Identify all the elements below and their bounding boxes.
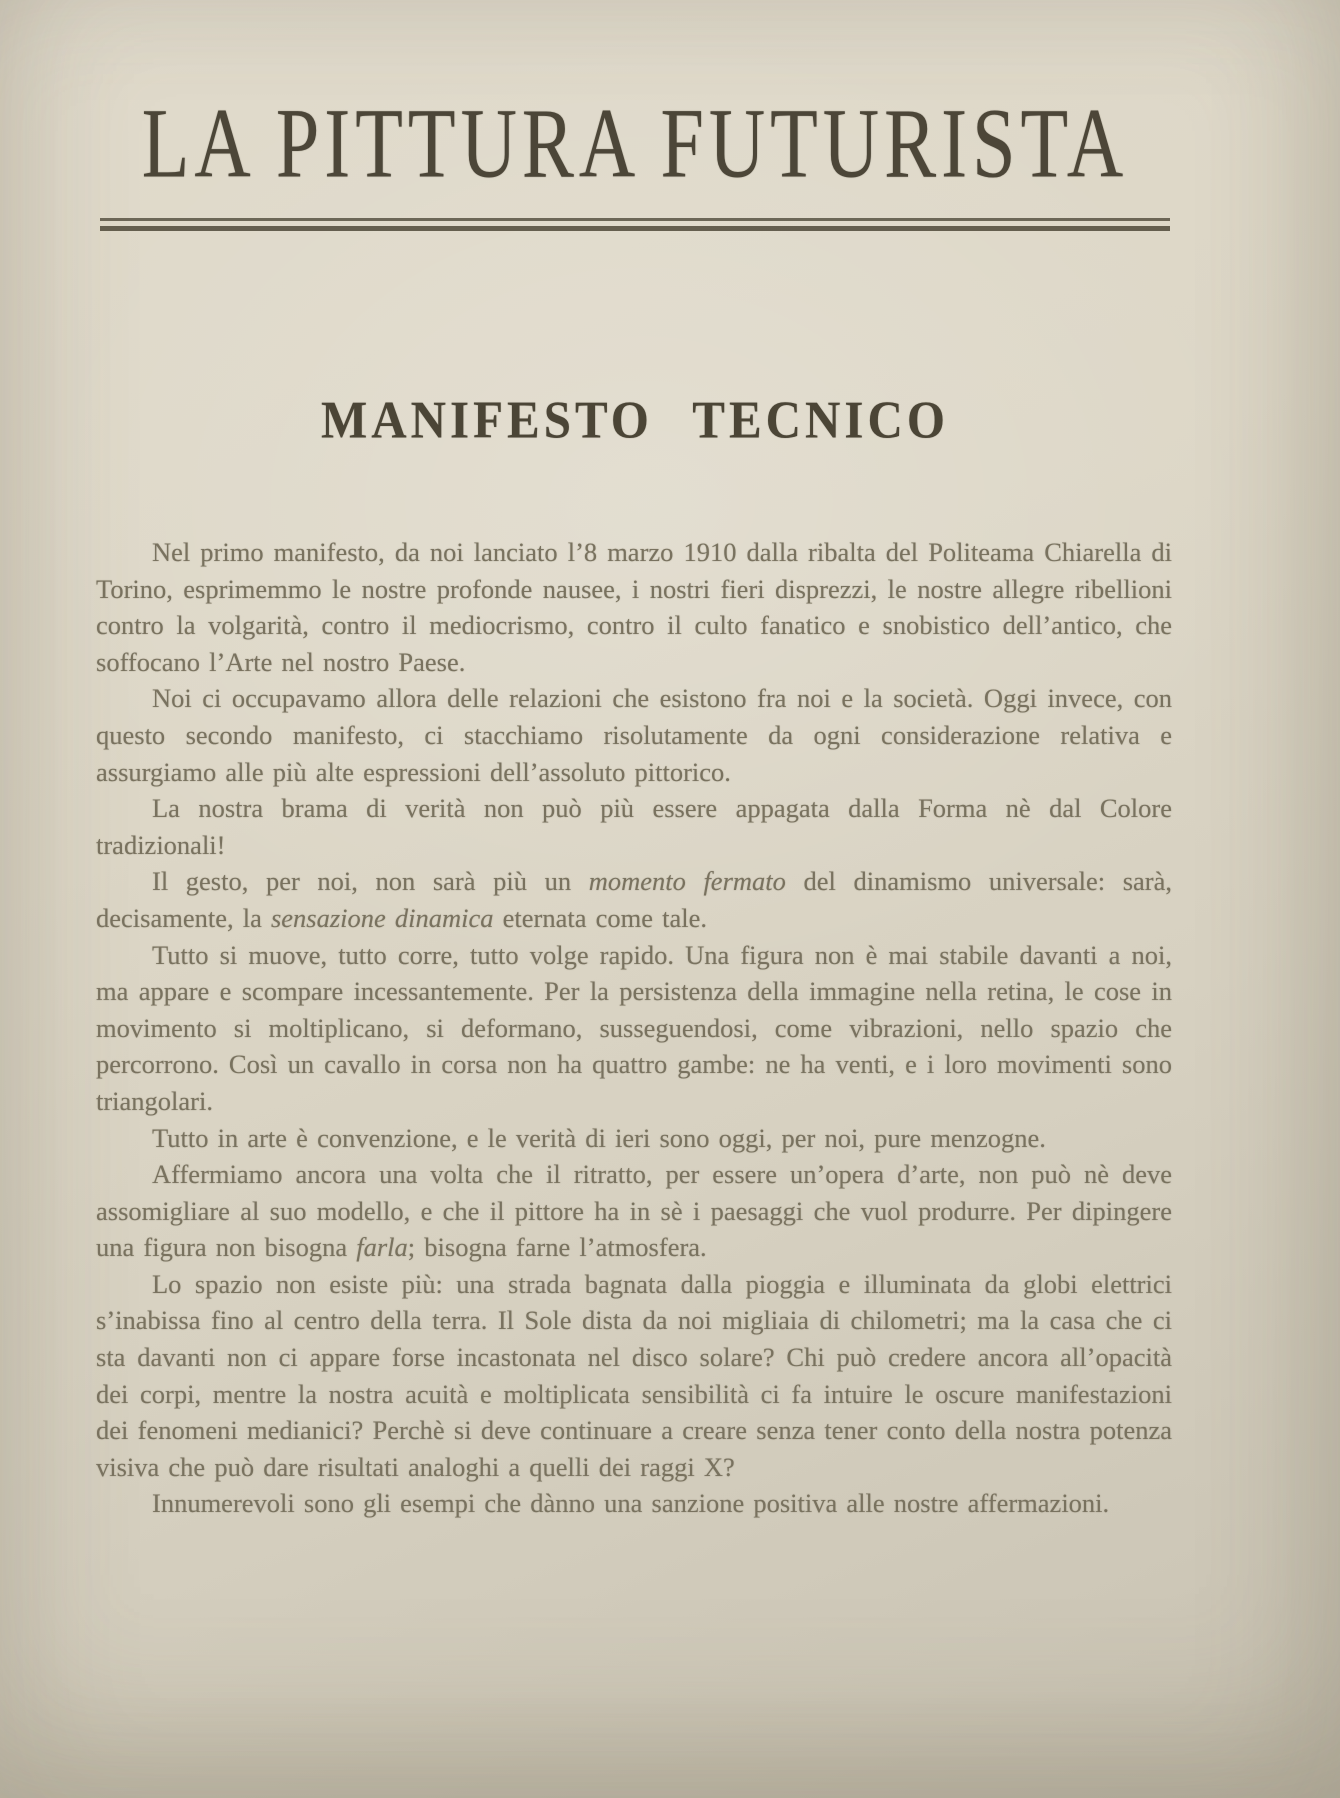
page-title: LA PITTURA FUTURISTA: [141, 86, 1129, 199]
text-segment: Lo spazio non esiste più: una strada bagnata dalla pioggia e illuminata da globi elettrici s’inabissa fino al centro della terra. Il Sole dista da noi migliaia di chilometri; ma la casa che ci sta davanti non ci appare forse incastonata nel disco solare? Chi può credere ancora all’opacità dei corpi, mentre la nostra acuità e moltiplicata sensibilità ci fa intuire le oscure manifestazioni dei fenomeni medianici? Perchè si deve continuare a creare senza tener conto della nostra potenza visiva che può dare risultati analoghi a quelli dei raggi X?: [96, 1268, 1172, 1482]
text-segment: ; bisogna farne l’atmosfera.: [407, 1232, 707, 1263]
title-double-rule: [100, 218, 1170, 231]
text-segment: Innumerevoli sono gli esempi che dànno una sanzione positiva alle nostre affermazioni.: [152, 1488, 1110, 1519]
paragraph: [96, 1266, 1172, 1486]
text-segment: Il gesto, per noi, non sarà più un: [152, 866, 589, 897]
body-text: [96, 534, 1172, 1522]
paragraph: [96, 534, 1172, 680]
text-segment: eternata come tale.: [493, 902, 708, 933]
text-segment: Noi ci occupavamo allora delle relazioni che esistono fra noi e la società. Oggi invece, con questo secondo manifesto, ci stacchiamo risolutamente da ogni considerazione relativa e assurgiamo alle più alte espressioni dell’assoluto pittorico.: [96, 683, 1172, 787]
text-segment: del dinamismo universale: sarà, decisamente, la: [96, 866, 1173, 933]
masthead: [100, 86, 1170, 231]
emphasis: momento fermato: [588, 866, 786, 897]
paragraph: [96, 680, 1172, 790]
paragraph: [96, 937, 1172, 1120]
text-segment: La nostra brama di verità non può più essere appagata dalla Forma nè dal Colore tradizionali!: [96, 793, 1172, 860]
page-subtitle: MANIFESTO TECNICO: [321, 389, 949, 450]
emphasis: farla: [356, 1232, 408, 1263]
text-segment: Tutto in arte è convenzione, e le verità di ieri sono oggi, per noi, pure menzogne.: [152, 1122, 1046, 1153]
text-segment: Tutto si muove, tutto corre, tutto volge rapido. Una figura non è mai stabile davanti a noi, ma appare e scompare incessantemente. Per la persistenza della immagine nella retina, le cose in movimento si moltiplicano, si deformano, susseguendosi, come vibrazioni, nello spazio che percorrono. Così un cavallo in corsa non ha quattro gambe: ne ha venti, e i loro movimenti sono triangolari.: [96, 939, 1172, 1116]
paragraph: [96, 790, 1172, 863]
emphasis: sensazione dinamica: [270, 902, 494, 933]
text-segment: Nel primo manifesto, da noi lanciato l’8 marzo 1910 dalla ribalta del Politeama Chiarella di Torino, esprimemmo le nostre profonde nausee, i nostri fieri disprezzi, le nostre allegre ribellioni contro la volgarità, contro il mediocrismo, contro il culto fanatico e snobistico dell’antico, che soffocano l’Arte nel nostro Paese.: [96, 537, 1172, 677]
text-segment: Affermiamo ancora una volta che il ritratto, per essere un’opera d’arte, non può nè deve assomigliare al suo modello, e che il pittore ha in sè i paesaggi che vuol produrre. Per dipingere una figura non bisogna: [96, 1159, 1172, 1263]
paragraph: [96, 1120, 1172, 1157]
paragraph: [96, 1156, 1172, 1266]
paragraph: [96, 863, 1172, 936]
paragraph: [96, 1485, 1172, 1522]
